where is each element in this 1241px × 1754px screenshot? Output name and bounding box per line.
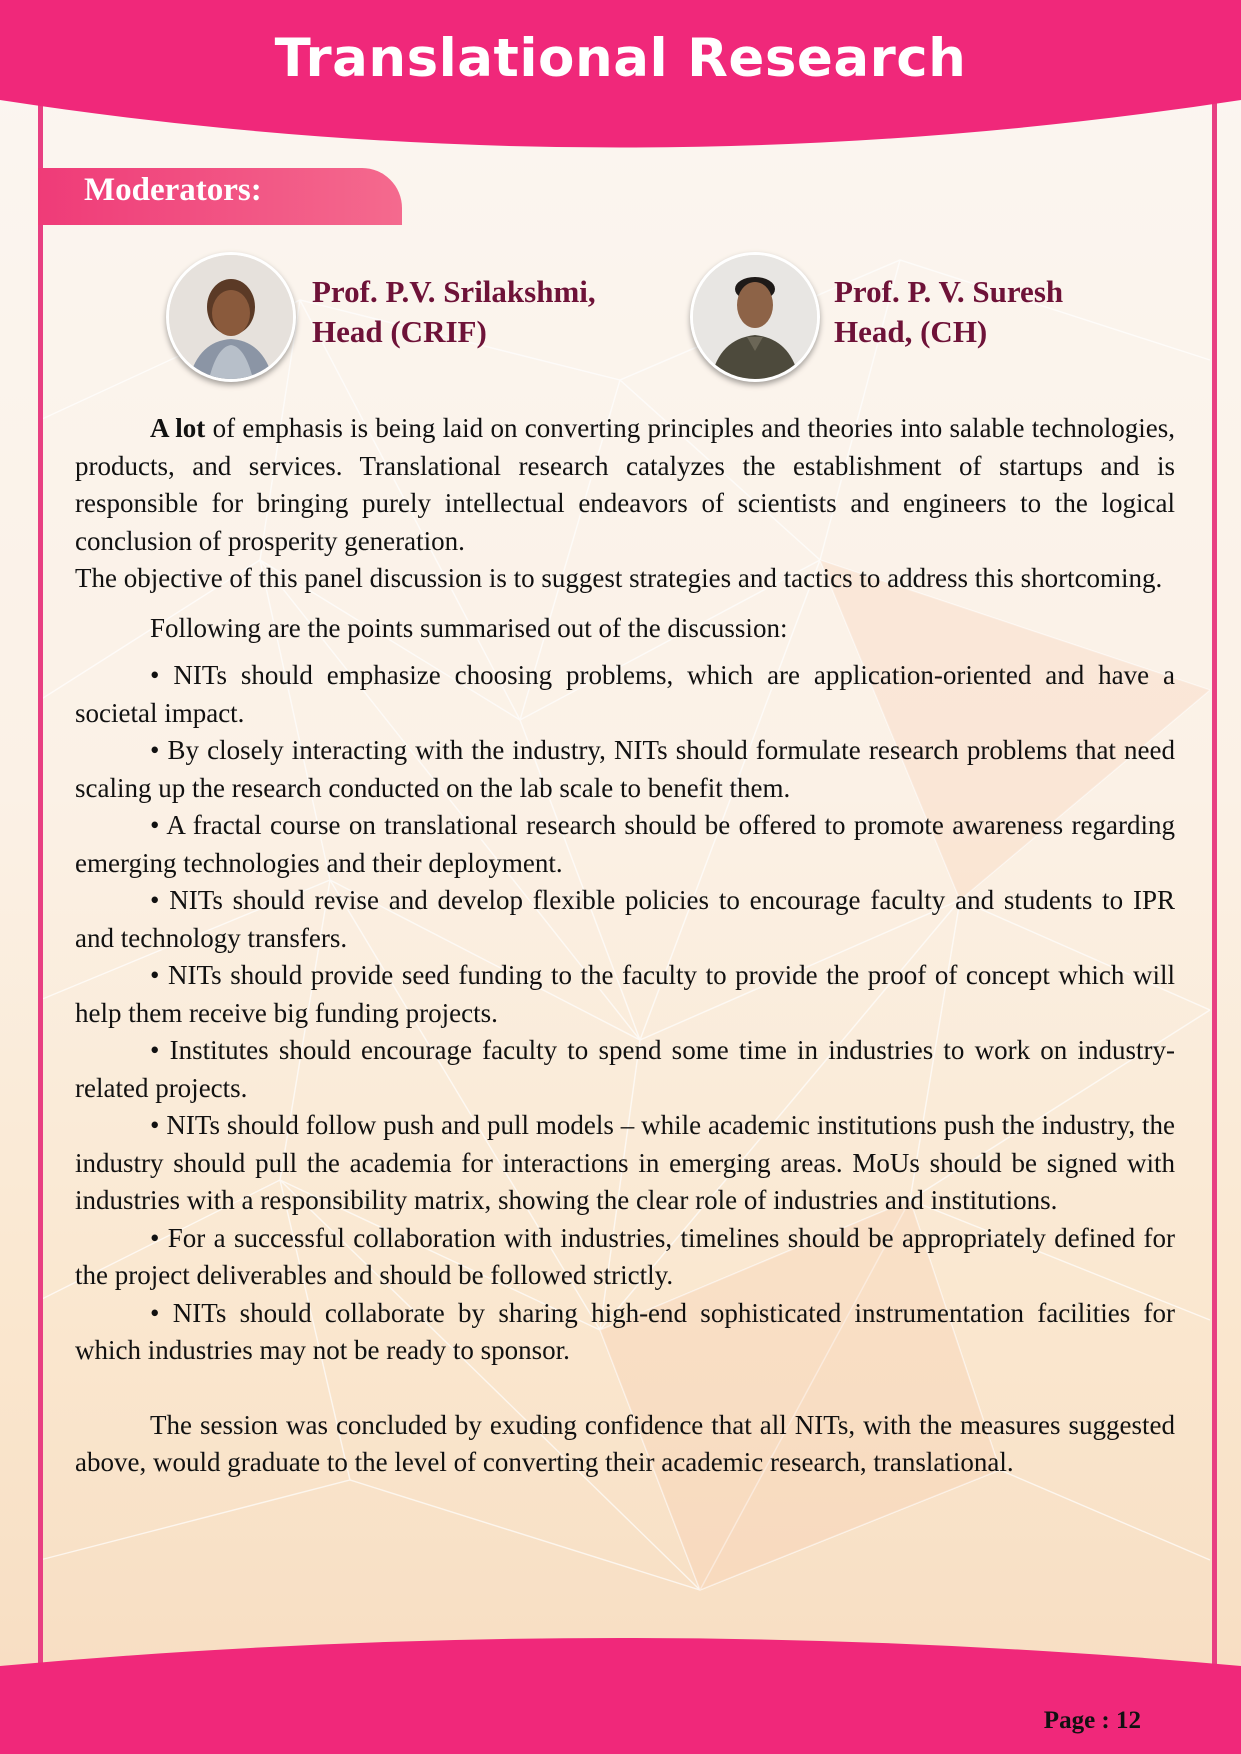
point-8: • For a successful collaboration with industries, timelines should be appropriately defined for the project deliverables and should be followed strictly. <box>75 1222 1175 1290</box>
page-number: Page : 12 <box>1043 1707 1141 1734</box>
avatar-srilakshmi <box>166 252 296 382</box>
point-5: • NITs should provide seed funding to the faculty to provide the proof of concept which will help them receive big funding projects. <box>75 960 1175 1028</box>
left-border-line <box>38 95 43 1695</box>
avatar-suresh <box>690 252 820 382</box>
point-6: • Institutes should encourage faculty to spend some time in industries to work on industry-related projects. <box>75 1035 1175 1103</box>
right-border-line <box>1212 95 1217 1695</box>
point-2: • By closely interacting with the industry, NITs should formulate research problems that need scaling up the research conducted on the lab scale to benefit them. <box>75 735 1175 803</box>
person-name-line2: Head, (CH) <box>834 314 988 349</box>
point-7: • NITs should follow push and pull models – while academic institutions push the industry, the industry should pull the academia for interactions in emerging areas. MoUs should be signed with industries with a responsibility matrix, showing the clear role of industries and institutions. <box>75 1110 1175 1215</box>
person-name-line2: Head (CRIF) <box>312 314 487 349</box>
point-9: • NITs should collaborate by sharing high-end sophisticated instrumentation facilities for which industries may not be ready to sponsor. <box>75 1297 1175 1365</box>
page-title: Translational Research <box>274 28 967 89</box>
objective-paragraph: The objective of this panel discussion is to suggest strategies and tactics to address this shortcoming. <box>75 563 1163 593</box>
intro-paragraph <box>75 410 1175 560</box>
conclusion-paragraph: The session was concluded by exuding confidence that all NITs, with the measures suggested above, would graduate to the level of converting their academic research, translational. <box>75 1409 1175 1477</box>
intro-text: of emphasis is being laid on converting principles and theories into salable technologies, products, and services. Translational research catalyzes the establishment of startups and is responsible for bringing purely intellectual endeavors of scientists and engineers to the logical conclusion of prosperity generation. <box>75 413 1175 556</box>
point-1: • NITs should emphasize choosing problems, which are application-oriented and have a societal impact. <box>75 660 1175 728</box>
point-3: • A fractal course on translational research should be offered to promote awareness regarding emerging technologies and their deployment. <box>75 810 1175 878</box>
article-body <box>75 410 1175 1482</box>
summary-intro: Following are the points summarised out of the discussion: <box>150 612 788 643</box>
person-name-line1: Prof. P. V. Suresh <box>834 274 1064 309</box>
person-name-line1: Prof. P.V. Srilakshmi, <box>312 274 596 309</box>
moderators-label: Moderators: <box>84 172 262 208</box>
point-4: • NITs should revise and develop flexible policies to encourage faculty and students to IPR and technology transfers. <box>75 885 1175 953</box>
intro-lead: A lot <box>150 413 206 443</box>
